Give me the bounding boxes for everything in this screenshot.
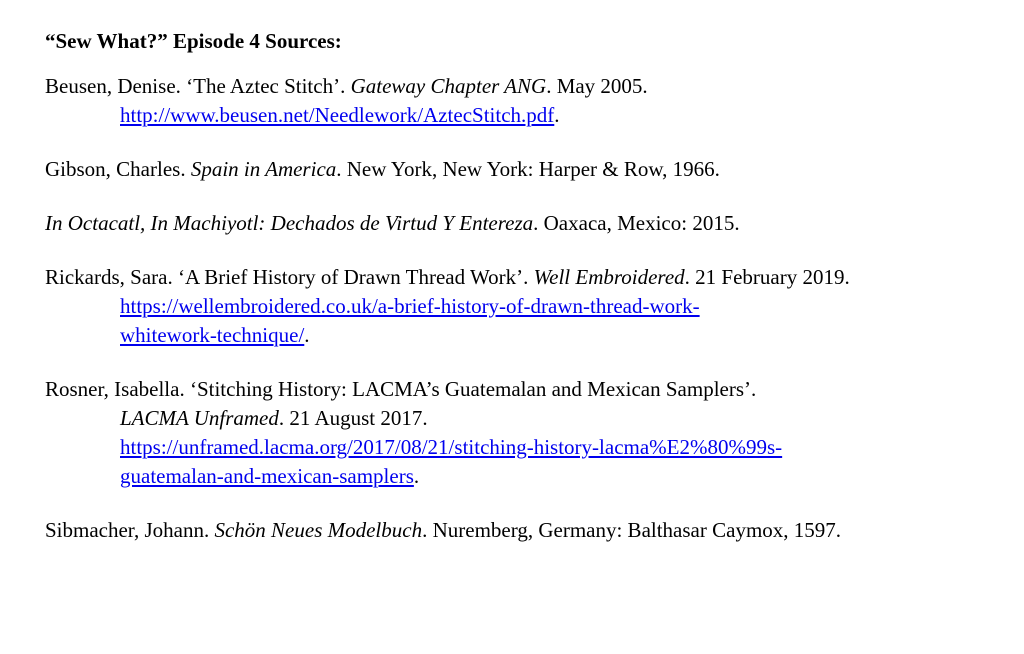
citation-text: . 21 August 2017.	[278, 406, 428, 430]
citation-text: . New York, New York: Harper & Row, 1966.	[336, 157, 720, 181]
citation-entry	[45, 516, 995, 545]
citation-link[interactable]: whitework-technique/	[120, 323, 305, 347]
citation-title: Spain in America	[190, 157, 337, 181]
citation-title: Well Embroidered	[533, 265, 685, 289]
citation-entry	[45, 375, 995, 491]
citation-link[interactable]: guatemalan-and-mexican-samplers	[120, 464, 414, 488]
citation-title: LACMA Unframed	[120, 406, 279, 430]
citation-entry	[45, 263, 995, 350]
citation-tail: .	[304, 323, 310, 347]
citation-text: Rickards, Sara. ‘A Brief History of Drawn Thread Work’.	[45, 265, 534, 289]
citation-text: . Nuremberg, Germany: Balthasar Caymox, 1597.	[422, 518, 842, 542]
citation-link[interactable]: https://wellembroidered.co.uk/a-brief-history-of-drawn-thread-work-	[120, 294, 700, 318]
citation-entry	[45, 209, 995, 238]
citation-title: In Octacatl, In Machiyotl: Dechados de Virtud Y Entereza	[45, 211, 534, 235]
citation-text: . Oaxaca, Mexico: 2015.	[533, 211, 740, 235]
citation-text: . May 2005.	[546, 74, 648, 98]
citation-title: Schön Neues Modelbuch	[214, 518, 423, 542]
citation-text: Rosner, Isabella. ‘Stitching History: LACMA’s Guatemalan and Mexican Samplers’.	[45, 377, 757, 401]
citation-text: Beusen, Denise. ‘The Aztec Stitch’.	[45, 74, 351, 98]
citation-title: Gateway Chapter ANG	[350, 74, 547, 98]
document-page	[45, 26, 995, 570]
document-heading: “Sew What?” Episode 4 Sources:	[45, 29, 342, 53]
citation-tail: .	[413, 464, 420, 488]
citation-entry	[45, 72, 995, 130]
citation-text: Gibson, Charles.	[45, 157, 191, 181]
citation-entry	[45, 155, 995, 184]
citation-tail: .	[554, 103, 560, 127]
citation-text: Sibmacher, Johann.	[45, 518, 215, 542]
citation-link[interactable]: http://www.beusen.net/Needlework/AztecStitch.pdf	[120, 103, 555, 127]
citation-text: . 21 February 2019.	[684, 265, 850, 289]
citation-link[interactable]: https://unframed.lacma.org/2017/08/21/stitching-history-lacma%E2%80%99s-	[120, 435, 783, 459]
